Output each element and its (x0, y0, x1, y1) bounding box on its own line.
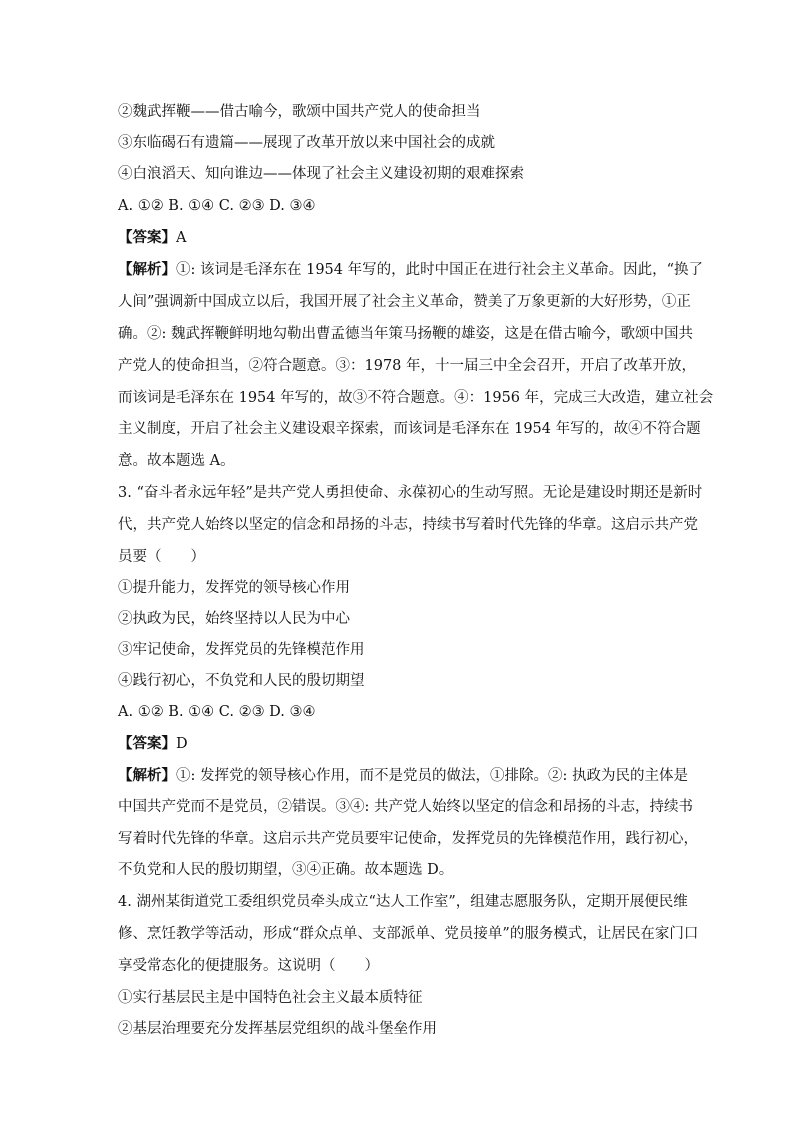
q4-option-2: ②基层治理要充分发挥基层党组织的战斗堡垒作用 (118, 1021, 437, 1037)
q2-analysis-line-4: 产党人的使命担当，②符合题意。③：1978 年，十一届三中全会召开，开启了改革开放， (118, 358, 697, 374)
q3-analysis-label: 【解析】 (118, 767, 176, 784)
q2-analysis-line-1 (118, 260, 704, 280)
q2-option-4: ④白浪滔天、知向谁边——体现了社会主义建设初期的艰难探索 (118, 166, 524, 182)
q3-analysis-text-1: ①: 发挥党的领导核心作用，而不是党员的做法，①排除。②: 执政为民的主体是 (176, 768, 688, 784)
q2-analysis-label: 【解析】 (118, 261, 176, 278)
q3-option-4: ④践行初心，不负党和人民的殷切期望 (118, 673, 365, 689)
q2-option-2: ②魏武挥鞭——借古喻今，歌颂中国共产党人的使命担当 (118, 104, 481, 120)
q2-analysis-line-3: 确。②: 魏武挥鞭鲜明地勾勒出曹孟德当年策马扬鞭的雄姿，这是在借古喻今，歌颂中国共 (118, 326, 693, 342)
q3-option-3: ③牢记使命，发挥党员的先锋模范作用 (118, 642, 365, 658)
q3-answer-value: D (176, 736, 188, 752)
q3-option-2: ②执政为民，始终坚持以人民为中心 (118, 611, 350, 627)
q2-answer-value: A (176, 230, 187, 246)
q4-stem-line-2: 修、烹饪教学等活动，形成“群众点单、支部派单、党员接单”的服务模式，让居民在家门口 (118, 926, 699, 942)
q3-analysis-line-1 (118, 766, 688, 786)
q3-analysis-line-2: 中国共产党而不是党员，②错误。③④: 共产党人始终以坚定的信念和昂扬的斗志，持续书 (118, 799, 693, 815)
q2-choices: A. ①② B. ①④ C. ②③ D. ③④ (118, 198, 316, 214)
q2-answer (118, 228, 684, 248)
q3-analysis-line-3: 写着时代先锋的华章。这启示共产党员要牢记使命，发挥党员的先锋模范作用，践行初心， (118, 831, 698, 847)
q3-stem-line-3: 员要（ ） (118, 549, 205, 565)
q2-analysis-line-5: 而该词是毛泽东在 1954 年写的，故③不符合题意。④：1956 年，完成三大改造，建立社会 (118, 390, 714, 406)
q2-analysis-line-7: 意。故本题选 A。 (118, 453, 235, 469)
q4-stem-line-1: 4. 湖州某街道党工委组织党员牵头成立“达人工作室”，组建志愿服务队，定期开展便民维 (118, 894, 688, 910)
q2-answer-label: 【答案】 (118, 229, 176, 246)
q3-answer-label: 【答案】 (118, 735, 176, 752)
q3-choices: A. ①② B. ①④ C. ②③ D. ③④ (118, 704, 316, 720)
q3-option-1: ①提升能力，发挥党的领导核心作用 (118, 580, 350, 596)
q4-option-1: ①实行基层民主是中国特色社会主义最本质特征 (118, 990, 423, 1006)
q2-analysis-line-2: 人间”强调新中国成立以后，我国开展了社会主义革命，赞美了万象更新的大好形势，①正 (118, 294, 691, 310)
q2-analysis-line-6: 主义制度，开启了社会主义建设艰辛探索，而该词是毛泽东在 1954 年写的，故④不符合题 (118, 421, 701, 437)
q3-stem-line-1: 3. “奋斗者永远年轻”是共产党人勇担使命、永葆初心的生动写照。无论是建设时期还是新时 (118, 485, 703, 501)
q2-option-3: ③东临碣石有遗篇——展现了改革开放以来中国社会的成就 (118, 135, 495, 151)
q3-answer (118, 734, 684, 754)
q2-analysis-text-1: ①: 该词是毛泽东在 1954 年写的，此时中国正在进行社会主义革命。因此，“换了 (176, 262, 704, 278)
q4-stem-line-3: 享受常态化的便捷服务。这说明（ ） (118, 958, 379, 974)
q3-analysis-line-4: 不负党和人民的殷切期望，③④正确。故本题选 D。 (118, 862, 454, 878)
q3-stem-line-2: 代，共产党人始终以坚定的信念和昂扬的斗志，持续书写着时代先锋的华章。这启示共产党 (118, 517, 698, 533)
